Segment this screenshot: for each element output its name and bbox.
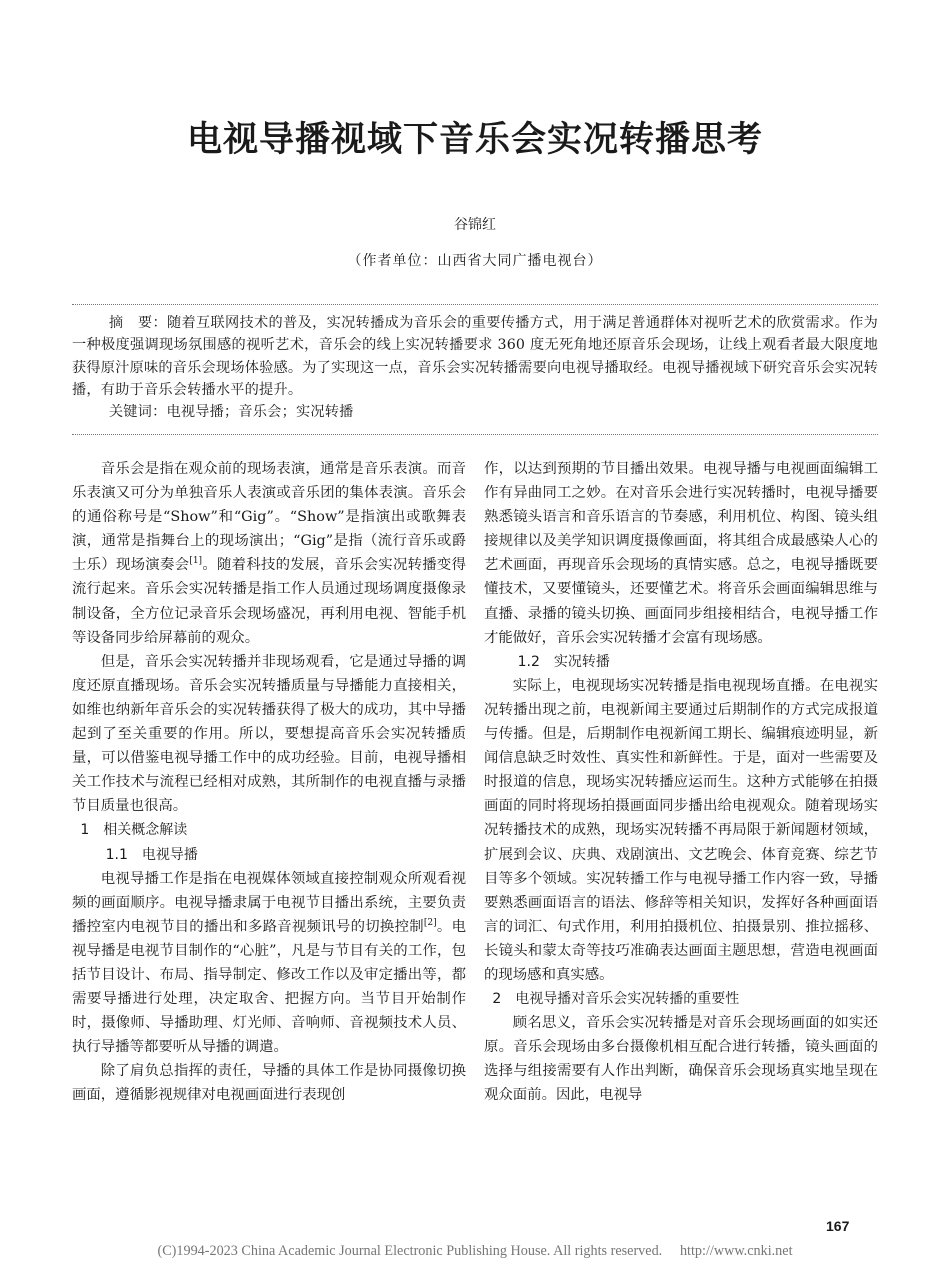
- article-title: 电视导播视域下音乐会实况转播思考: [186, 120, 763, 160]
- section-heading: 2 电视导播对音乐会实况转播的重要性: [492, 991, 740, 1008]
- subsection-heading: 1.1 电视导播: [105, 846, 198, 863]
- keywords-line: [72, 401, 878, 423]
- keywords-text: 电视导播；音乐会；实况转播: [166, 404, 354, 421]
- paragraph-text: 电视导播工作是指在电视媒体领域直接控制观众所观看视频的画面顺序。电视导播隶属于电视节目播出系统，主要负责播控室内电视节目的播出和多路音视频讯号的切换控制: [72, 870, 466, 935]
- author-name: 谷锦红: [454, 217, 496, 233]
- body-paragraph: [72, 457, 466, 650]
- body-column-right: [484, 457, 878, 1108]
- body-paragraph-continued: 作，以达到预期的节目播出效果。电视导播与电视画面编辑工作有异曲同工之妙。在对音乐会进行实况转播时，电视导播要熟悉镜头语言和音乐语言的节奏感，利用机位、构图、镜头组接规律以及美学知识调度摄像画面，将其组合成最感染人心的艺术画面，再现音乐会现场的真情实感。总之，电视导播既要懂技术，又要懂镜头，还要懂艺术。将音乐会画面编辑思维与直播、录播的镜头切换、画面同步组接相结合，电视导播工作才能做好，音乐会实况转播才会富有现场感。: [484, 461, 878, 646]
- paragraph-text: 。随着科技的发展，音乐会实况转播变得流行起来。音乐会实况转播是指工作人员通过现场调度摄像录制设备，全方位记录音乐会现场盛况，再利用电视、智能手机等设备同步给屏幕前的观众。: [72, 557, 466, 646]
- abstract-top-divider: [72, 304, 878, 305]
- paragraph-text: 。电视导播是电视节目制作的“心脏”，凡是与节目有关的工作，包括节目设计、布局、指导制定、修改工作以及审定播出等，都需要导播进行处理，决定取舍、把握方向。当节目开始制作时，摄像师、导播助理、灯光师、音响师、音视频技术人员、执行导播等都要听从导播的调遣。: [72, 918, 466, 1056]
- abstract-bottom-divider: [72, 434, 878, 435]
- subsection-heading: 1.2 实况转播: [517, 653, 610, 670]
- abstract-text: 随着互联网技术的普及，实况转播成为音乐会的重要传播方式，用于满足普通群体对视听艺术的欣赏需求。作为一种极度强调现场氛围感的视听艺术，音乐会的线上实况转播要求 360 度无死角地还原音乐会现场，让线上观看者最大限度地获得原汁原味的音乐会现场体验感。为了实现这一点，音乐会实况转播需要向电视导播取经。电视导播视域下研究音乐会实况转播，有助于音乐会转播水平的提升。: [72, 315, 878, 398]
- abstract-paragraph: [72, 312, 878, 401]
- reference-marker: [2]: [423, 917, 437, 928]
- keywords-label: 关键词：: [108, 404, 167, 421]
- abstract-block: [72, 312, 878, 423]
- author-affiliation: （作者单位：山西省大同广播电视台）: [347, 253, 603, 269]
- body-paragraph: 实际上，电视现场实况转播是指电视现场直播。在电视实况转播出现之前，电视新闻主要通过后期制作的方式完成报道与传播。但是，后期制作电视新闻工期长、编辑痕迹明显，新闻信息缺乏时效性、真实性和新鲜性。于是，面对一些需要及时报道的信息，现场实况转播应运而生。这种方式能够在拍摄画面的同时将现场拍摄画面同步播出给电视观众。随着现场实况转播技术的成熟，现场实况转播不再局限于新闻题材领域，扩展到会议、庆典、戏剧演出、文艺晚会、体育竞赛、综艺节目等多个领域。实况转播工作与电视导播工作内容一致，导播要熟悉画面语言的语法、修辞等相关知识，发挥好各种画面语言的词汇、句式作用，利用拍摄机位、拍摄景别、推拉摇移、长镜头和蒙太奇等技巧准确表达画面主题思想，营造电视画面的现场感和真实感。: [484, 677, 878, 983]
- body-paragraph: 除了肩负总指挥的责任，导播的具体工作是协同摄像切换画面，遵循影视规律对电视画面进行表现创: [72, 1063, 466, 1104]
- body-column-left: [72, 457, 466, 1108]
- body-paragraph: 但是，音乐会实况转播并非现场观看，它是通过导播的调度还原直播现场。音乐会实况转播质量与导播能力直接相关，如维也纳新年音乐会的实况转播获得了极大的成功，其中导播起到了至关重要的作用。所以，要想提高音乐会实况转播质量，可以借鉴电视导播工作中的成功经验。目前，电视导播相关工作技术与流程已经相对成熟，其所制作的电视直播与录播节目质量也很高。: [72, 653, 466, 815]
- copyright-footer: (C)1994-2023 China Academic Journal Electronic Publishing House. All rights reserved. http://www.cnki.net: [157, 1243, 793, 1259]
- body-paragraph: [72, 867, 466, 1060]
- abstract-label: 摘 要：: [108, 315, 167, 331]
- paragraph-text: 音乐会是指在观众前的现场表演，通常是音乐表演。而音乐表演又可分为单独音乐人表演或音乐团的集体表演。音乐会的通俗称号是“Show”和“Gig”。“Show”是指演出或歌舞表演，通常是指舞台上的现场演出；“Gig”是指（流行音乐或爵士乐）现场演奏会: [72, 461, 466, 574]
- section-heading: 1 相关概念解读: [80, 822, 188, 839]
- page-number: 167: [826, 1218, 850, 1234]
- reference-marker: [1]: [189, 556, 203, 567]
- body-paragraph: 顾名思义，音乐会实况转播是对音乐会现场画面的如实还原。音乐会现场由多台摄像机相互配合进行转播，镜头画面的选择与组接需要有人作出判断，确保音乐会现场真实地呈现在观众面前。因此，电视导: [484, 1015, 878, 1104]
